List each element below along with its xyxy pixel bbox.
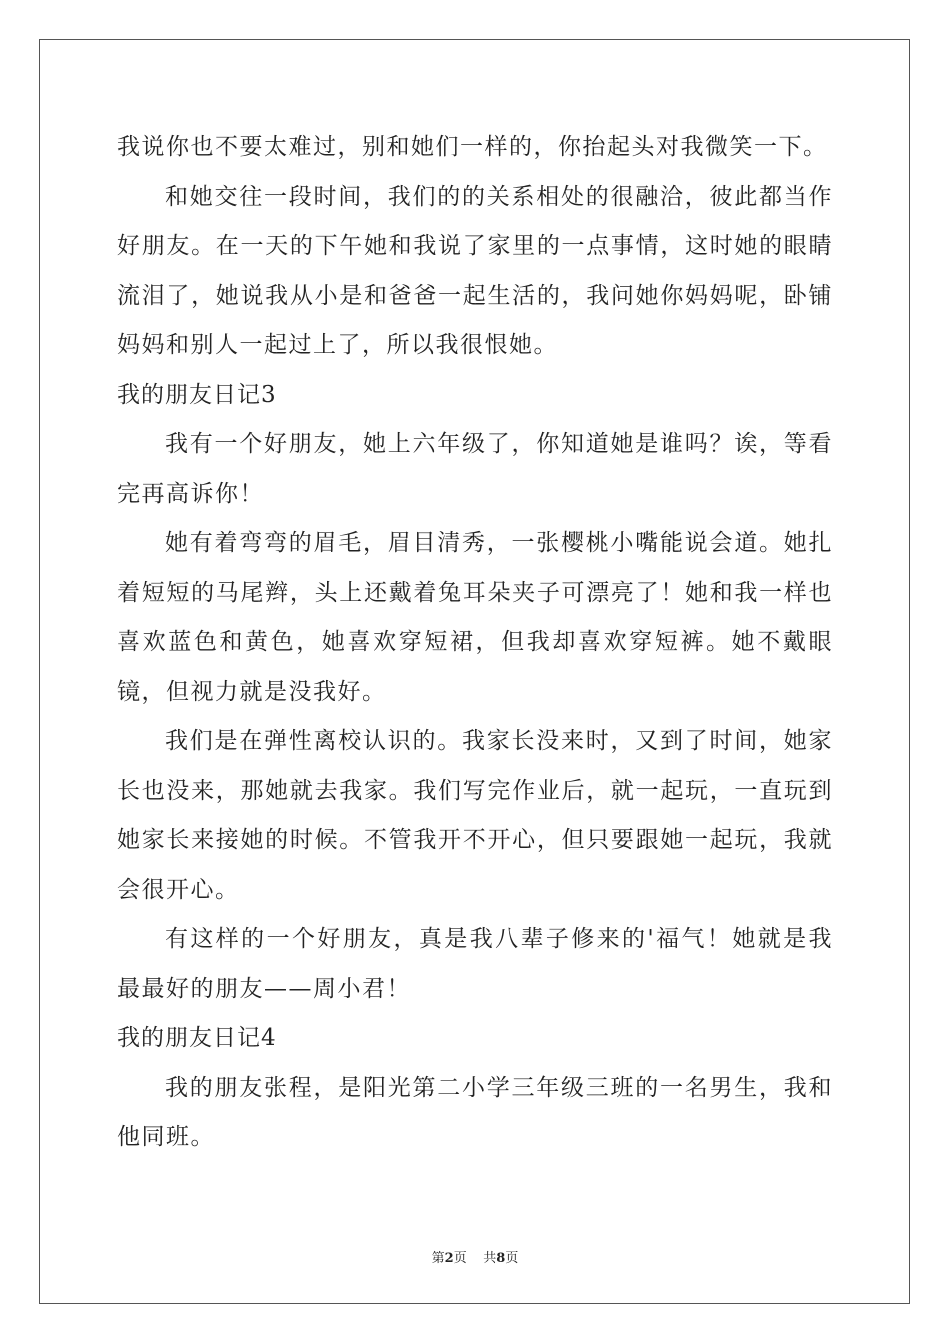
page-footer <box>0 1247 950 1266</box>
paragraph-3: 我有一个好朋友，她上六年级了，你知道她是谁吗？诶，等看完再高诉你！ <box>117 431 833 507</box>
page-current: 2 <box>444 1251 454 1266</box>
paragraph-4: 她有着弯弯的眉毛，眉目清秀，一张樱桃小嘴能说会道。她扎着短短的马尾辫，头上还戴着兔耳朵夹子可漂亮了！她和我一样也喜欢蓝色和黄色，她喜欢穿短裙，但我却喜欢穿短裤。她不戴眼镜，但视力就是没我好。 <box>117 530 833 705</box>
document-body <box>117 123 833 1163</box>
page-total: 8 <box>496 1251 506 1266</box>
paragraph-7: 我的朋友张程，是阳光第二小学三年级三班的一名男生，我和他同班。 <box>117 1074 833 1150</box>
total-suffix: 页 <box>505 1251 519 1266</box>
paragraph-5: 我们是在弹性离校认识的。我家长没来时，又到了时间，她家长也没来，那她就去我家。我们写完作业后，就一起玩，一直玩到她家长来接她的时候。不管我开不开心，但只要跟她一起玩，我就会很开心。 <box>117 728 833 903</box>
paragraph-6: 有这样的一个好朋友，真是我八辈子修来的'福气！她就是我最最好的朋友——周小君！ <box>117 926 833 1002</box>
page-suffix: 页 <box>453 1251 467 1266</box>
section-heading-4: 我的朋友日记4 <box>117 1025 277 1051</box>
page-prefix: 第 <box>431 1251 445 1266</box>
total-prefix: 共 <box>483 1251 497 1266</box>
paragraph-1: 我说你也不要太难过，别和她们一样的，你抬起头对我微笑一下。 <box>117 134 828 160</box>
section-heading-3: 我的朋友日记3 <box>117 381 277 408</box>
paragraph-2: 和她交往一段时间，我们的的关系相处的很融洽，彼此都当作好朋友。在一天的下午她和我说了家里的一点事情，这时她的眼睛流泪了，她说我从小是和爸爸一起生活的，我问她你妈妈呢，卧铺妈妈和别人一起过上了，所以我很恨她。 <box>117 183 833 358</box>
